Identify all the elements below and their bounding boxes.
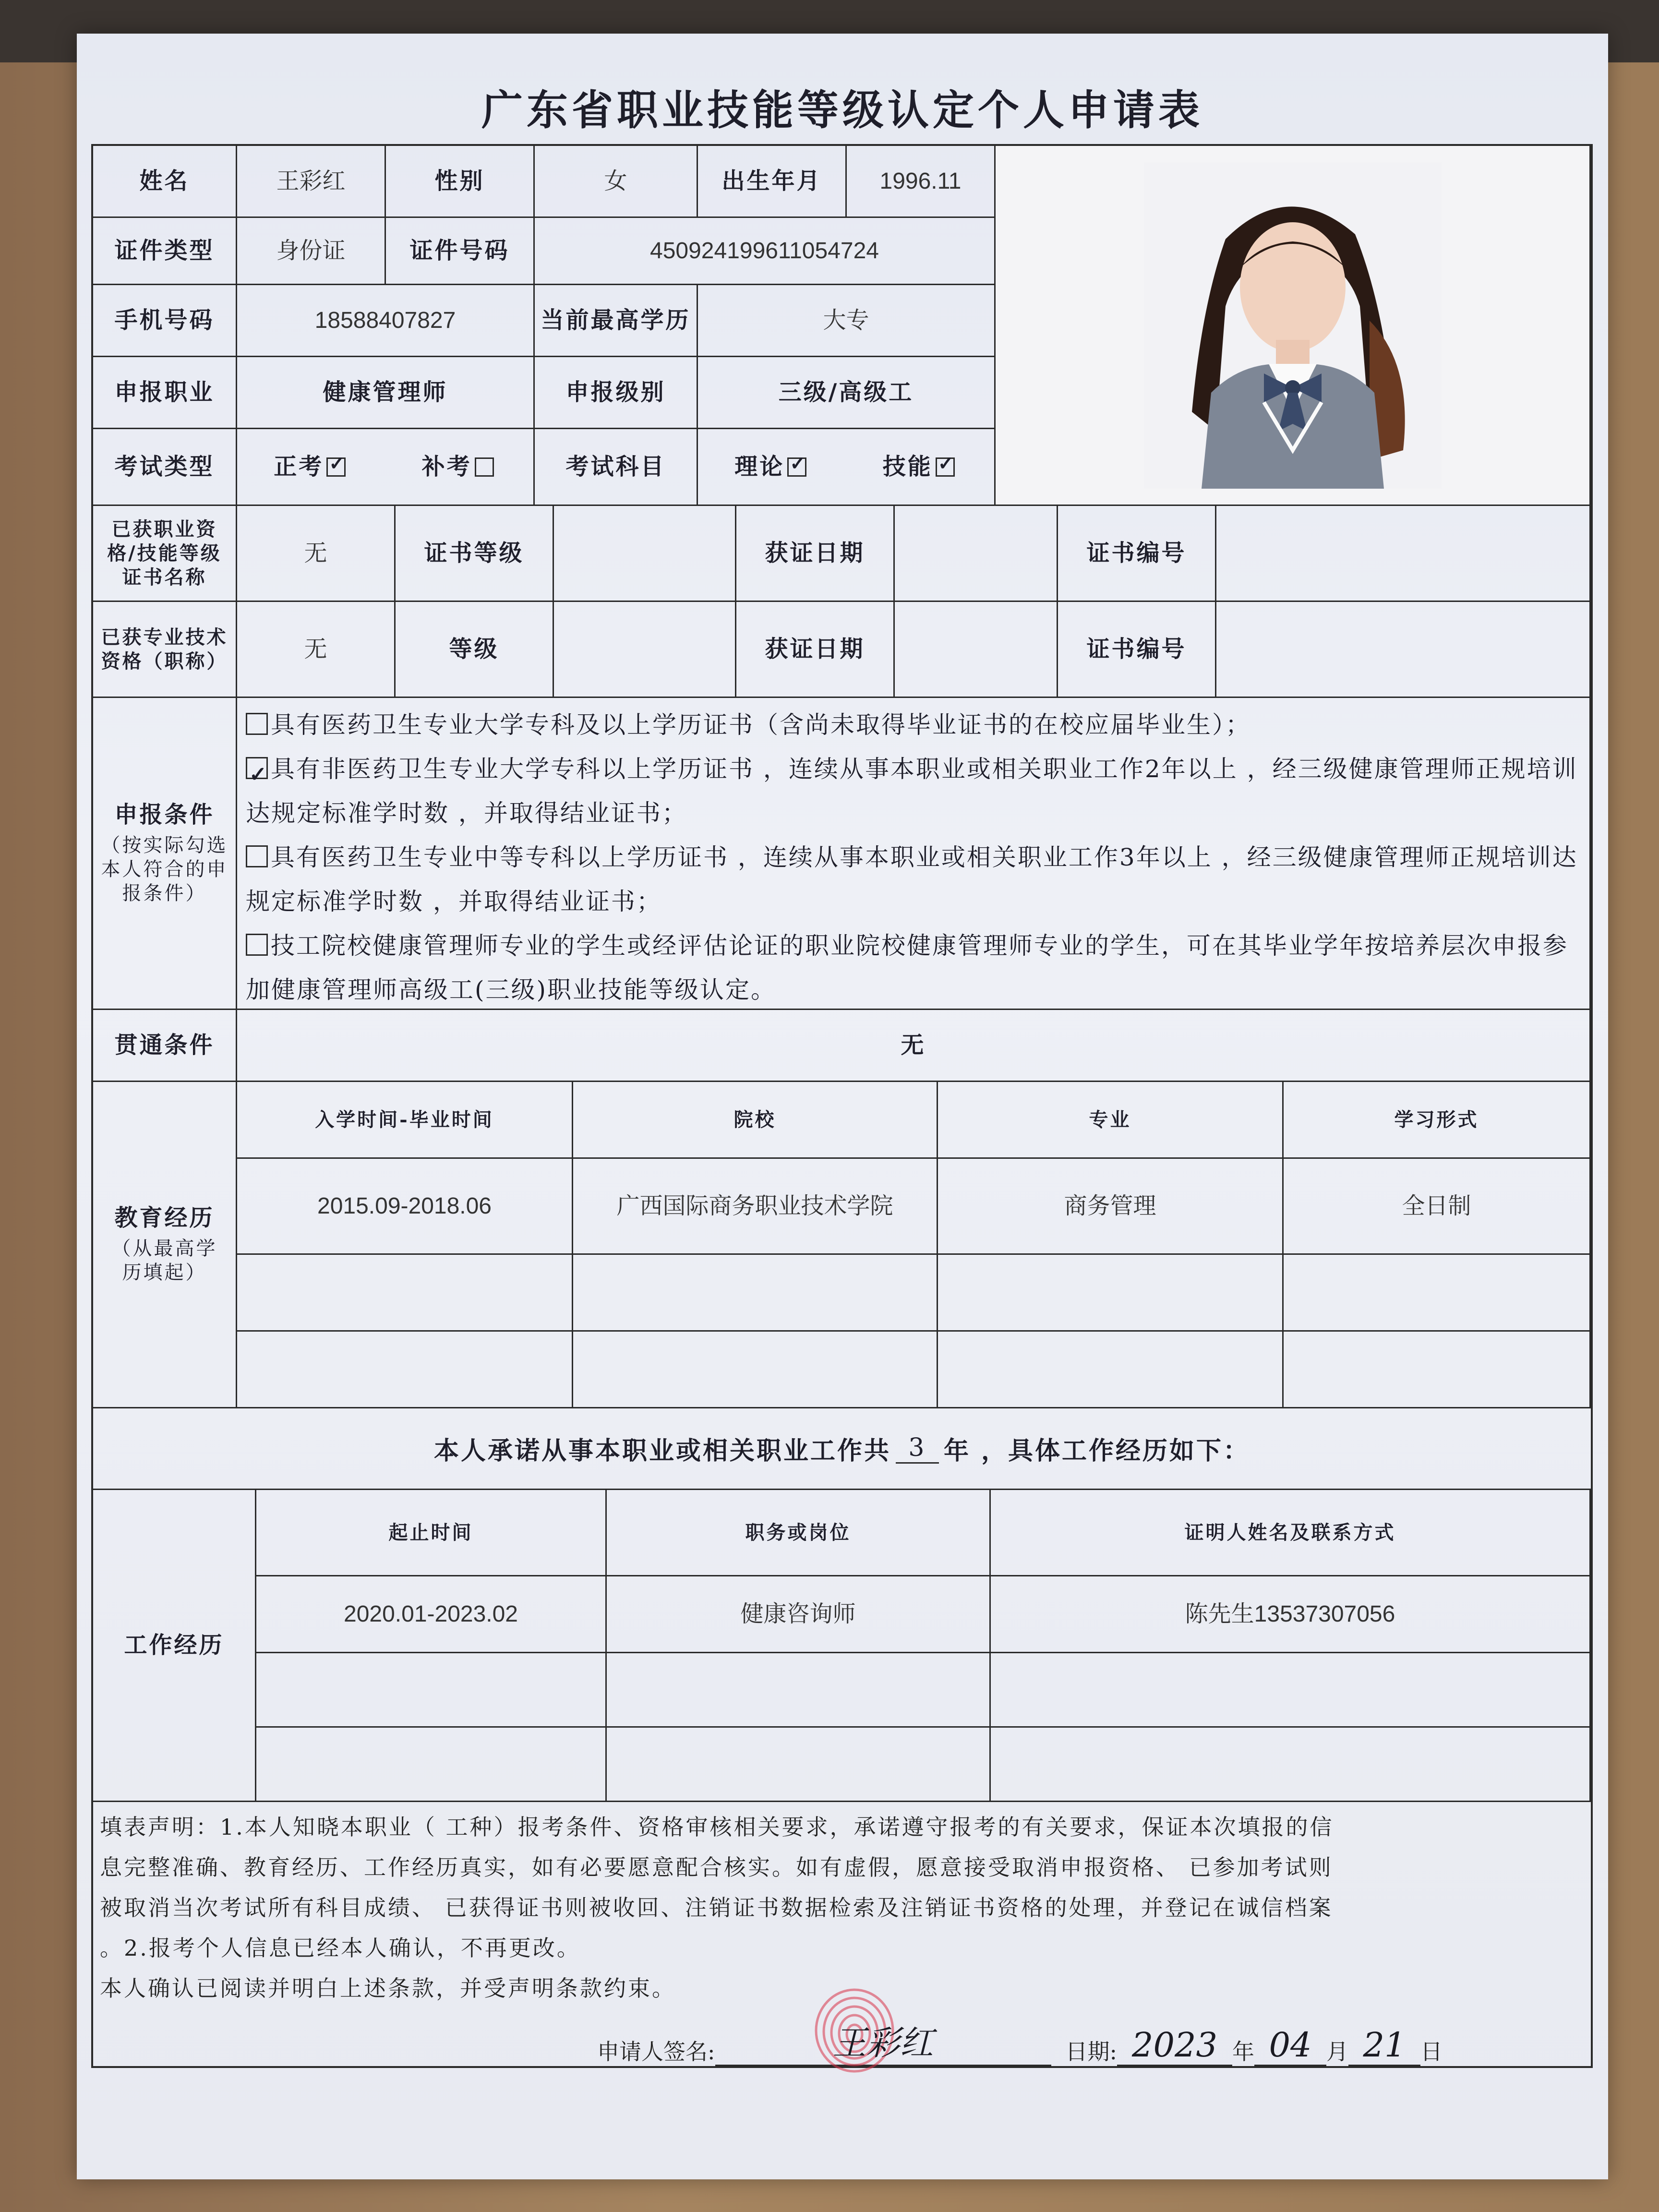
edu-row-3-period bbox=[237, 1332, 573, 1408]
exam-type-options bbox=[237, 429, 535, 506]
edu-row-2-school bbox=[573, 1255, 938, 1332]
edu-label-cell bbox=[93, 1082, 237, 1408]
education-value: 大专 bbox=[698, 285, 996, 357]
conditions-label: 申报条件 bbox=[114, 801, 215, 828]
conditions-list bbox=[237, 698, 1591, 1010]
declaration-line: 。2.报考个人信息已经本人确认，不再更改。 bbox=[100, 1935, 581, 1961]
cert-level-label: 证书等级 bbox=[396, 506, 554, 602]
edu-header-mode: 学习形式 bbox=[1284, 1082, 1591, 1159]
name-value: 王彩红 bbox=[237, 146, 386, 218]
edu-row-1-major: 商务管理 bbox=[938, 1159, 1284, 1255]
edu-header-major: 专业 bbox=[938, 1082, 1284, 1159]
form-title: 广东省职业技能等级认定个人申请表 bbox=[481, 86, 1203, 134]
edu-row-1-mode: 全日制 bbox=[1284, 1159, 1591, 1255]
phone-value: 18588407827 bbox=[237, 285, 535, 357]
cert-date-value bbox=[895, 506, 1058, 602]
edu-header-period: 入学时间-毕业时间 bbox=[237, 1082, 573, 1159]
declaration bbox=[93, 1807, 1591, 2018]
title-level-value bbox=[554, 602, 736, 698]
condition-item bbox=[246, 835, 1581, 924]
work-header-position: 职务或岗位 bbox=[607, 1490, 991, 1576]
occupation-value: 健康管理师 bbox=[237, 357, 535, 429]
signature-name: 王彩红 bbox=[832, 2023, 934, 2063]
work-row-1-position: 健康咨询师 bbox=[607, 1576, 991, 1653]
exam-theory-label: 理论 bbox=[734, 453, 785, 480]
work-row-2-position bbox=[607, 1653, 991, 1728]
date-year-unit: 年 bbox=[1232, 2039, 1254, 2065]
title-date-label: 获证日期 bbox=[736, 602, 895, 698]
exam-type-label: 考试类型 bbox=[93, 429, 237, 506]
condition-4-checkbox[interactable] bbox=[246, 934, 268, 956]
work-row-2-reference bbox=[991, 1653, 1591, 1728]
date-day-unit: 日 bbox=[1420, 2039, 1443, 2065]
promise-years: 3 bbox=[896, 1433, 939, 1464]
gender-value: 女 bbox=[535, 146, 698, 218]
cert-no-value bbox=[1216, 506, 1591, 602]
edu-hint: （从最高学历填起） bbox=[111, 1238, 217, 1284]
exam-subject-label: 考试科目 bbox=[535, 429, 698, 506]
condition-item bbox=[246, 747, 1581, 835]
birth-value: 1996.11 bbox=[847, 146, 996, 218]
id-type-label: 证件类型 bbox=[93, 218, 237, 285]
id-number-value: 450924199611054724 bbox=[535, 218, 996, 285]
edu-row-1-school: 广西国际商务职业技术学院 bbox=[573, 1159, 938, 1255]
birth-label: 出生年月 bbox=[698, 146, 847, 218]
work-header-period: 起止时间 bbox=[256, 1490, 607, 1576]
id-type-value: 身份证 bbox=[237, 218, 386, 285]
conditions-hint: （按实际勾选本人符合的申报条件） bbox=[101, 834, 228, 905]
exam-skill-label: 技能 bbox=[882, 453, 933, 480]
title-no-label: 证书编号 bbox=[1058, 602, 1216, 698]
form-table bbox=[91, 144, 1593, 2068]
edu-row-2-period bbox=[237, 1255, 573, 1332]
condition-3-checkbox[interactable] bbox=[246, 845, 268, 867]
edu-header-school: 院校 bbox=[573, 1082, 938, 1159]
signature-field[interactable] bbox=[715, 2016, 1051, 2066]
work-label: 工作经历 bbox=[93, 1490, 256, 1802]
declaration-line: 息完整准确、教育经历、工作经历真实，如有必要愿意配合核实。如有虚假，愿意接受取消申报资格、 已参加考试则 bbox=[100, 1854, 1333, 1880]
work-row-3-position bbox=[607, 1728, 991, 1802]
exam-formal-option[interactable] bbox=[274, 453, 349, 481]
conditions-label-cell bbox=[93, 698, 237, 1010]
edu-row-2-major bbox=[938, 1255, 1284, 1332]
date-day[interactable]: 21 bbox=[1348, 2025, 1420, 2066]
occupation-label: 申报职业 bbox=[93, 357, 237, 429]
condition-item bbox=[246, 703, 1581, 747]
signature-label: 申请人签名: bbox=[597, 2039, 715, 2065]
work-row-2-period bbox=[256, 1653, 607, 1728]
id-number-label: 证件号码 bbox=[386, 218, 535, 285]
gender-label: 性别 bbox=[386, 146, 535, 218]
exam-skill-checkbox[interactable] bbox=[936, 457, 955, 477]
prior-title-value: 无 bbox=[237, 602, 396, 698]
edu-row-2-mode bbox=[1284, 1255, 1591, 1332]
level-label: 申报级别 bbox=[535, 357, 698, 429]
edu-row-1-period: 2015.09-2018.06 bbox=[237, 1159, 573, 1255]
cert-level-value bbox=[554, 506, 736, 602]
prior-cert-label: 已获职业资格/技能等级证书名称 bbox=[93, 506, 237, 602]
date-month-unit: 月 bbox=[1326, 2039, 1348, 2065]
cert-no-label: 证书编号 bbox=[1058, 506, 1216, 602]
title-no-value bbox=[1216, 602, 1591, 698]
phone-label: 手机号码 bbox=[93, 285, 237, 357]
applicant-photo-image bbox=[1144, 162, 1442, 489]
edu-row-3-major bbox=[938, 1332, 1284, 1408]
exam-makeup-checkbox[interactable] bbox=[475, 457, 494, 477]
prior-cert-value: 无 bbox=[237, 506, 396, 602]
transfer-value: 无 bbox=[237, 1010, 1591, 1082]
edu-row-3-mode bbox=[1284, 1332, 1591, 1408]
date-month[interactable]: 04 bbox=[1254, 2025, 1326, 2066]
title-date-value bbox=[895, 602, 1058, 698]
work-promise bbox=[93, 1408, 1591, 1490]
condition-2-text: 具有非医药卫生专业大学专科以上学历证书 ，连续从事本职业或相关职业工作2年以上 ，经三级健康管理师正规培训达规定标准学时数 ，并取得结业证书； bbox=[246, 755, 1578, 827]
work-row-3-period bbox=[256, 1728, 607, 1802]
condition-1-text: 具有医药卫生专业大学专科及以上学历证书（含尚未取得毕业证书的在校应届毕业生）； bbox=[271, 711, 1251, 739]
work-row-1-period: 2020.01-2023.02 bbox=[256, 1576, 607, 1653]
exam-formal-label: 正考 bbox=[274, 453, 324, 480]
exam-theory-option[interactable] bbox=[734, 453, 809, 481]
condition-1-checkbox[interactable] bbox=[246, 713, 268, 735]
declaration-line: 被取消当次考试所有科目成绩、 已获得证书则被收回、注销证书数据检索及注销证书资格的处理，并登记在诚信档案 bbox=[100, 1895, 1333, 1921]
work-header-reference: 证明人姓名及联系方式 bbox=[991, 1490, 1591, 1576]
exam-formal-checkbox[interactable] bbox=[326, 457, 346, 477]
work-row-1-reference: 陈先生13537307056 bbox=[991, 1576, 1591, 1653]
application-form bbox=[77, 34, 1608, 2179]
condition-2-checkbox[interactable] bbox=[246, 757, 268, 779]
exam-makeup-label: 补考 bbox=[421, 453, 472, 480]
edu-label: 教育经历 bbox=[114, 1204, 215, 1231]
declaration-line: 填表声明：1.本人知晓本职业（ 工种）报考条件、资格审核相关要求，承诺遵守报考的有关要求，保证本次填报的信 bbox=[100, 1814, 1334, 1840]
name-label: 姓名 bbox=[93, 146, 237, 218]
exam-makeup-option[interactable] bbox=[422, 453, 497, 481]
applicant-photo bbox=[996, 146, 1591, 506]
exam-skill-option[interactable] bbox=[883, 453, 958, 481]
title-level-label: 等级 bbox=[396, 602, 554, 698]
prior-title-label: 已获专业技术资格（职称） bbox=[93, 602, 237, 698]
date-label: 日期: bbox=[1065, 2039, 1117, 2065]
transfer-label: 贯通条件 bbox=[93, 1010, 237, 1082]
work-row-3-reference bbox=[991, 1728, 1591, 1802]
promise-before: 本人承诺从事本职业或相关职业工作共 bbox=[433, 1436, 891, 1466]
condition-item bbox=[246, 924, 1581, 1012]
condition-3-text: 具有医药卫生专业中等专科以上学历证书 ，连续从事本职业或相关职业工作3年以上 ，经三级健康管理师正规培训达规定标准学时数 ，并取得结业证书； bbox=[246, 843, 1578, 915]
cert-date-label: 获证日期 bbox=[736, 506, 895, 602]
level-value: 三级/高级工 bbox=[698, 357, 996, 429]
signature-row bbox=[597, 2018, 1581, 2066]
exam-subject-options bbox=[698, 429, 996, 506]
promise-after: 年 ，具体工作经历如下： bbox=[943, 1436, 1250, 1466]
declaration-line: 本人确认已阅读并明白上述条款，并受声明条款约束。 bbox=[100, 1975, 676, 2001]
condition-4-text: 技工院校健康管理师专业的学生或经评估论证的职业院校健康管理师专业的学生，可在其毕业学年按培养层次申报参加健康管理师高级工(三级)职业技能等级认定。 bbox=[246, 932, 1568, 1004]
education-label: 当前最高学历 bbox=[535, 285, 698, 357]
date-year[interactable]: 2023 bbox=[1117, 2025, 1232, 2066]
exam-theory-checkbox[interactable] bbox=[787, 457, 806, 477]
edu-row-3-school bbox=[573, 1332, 938, 1408]
